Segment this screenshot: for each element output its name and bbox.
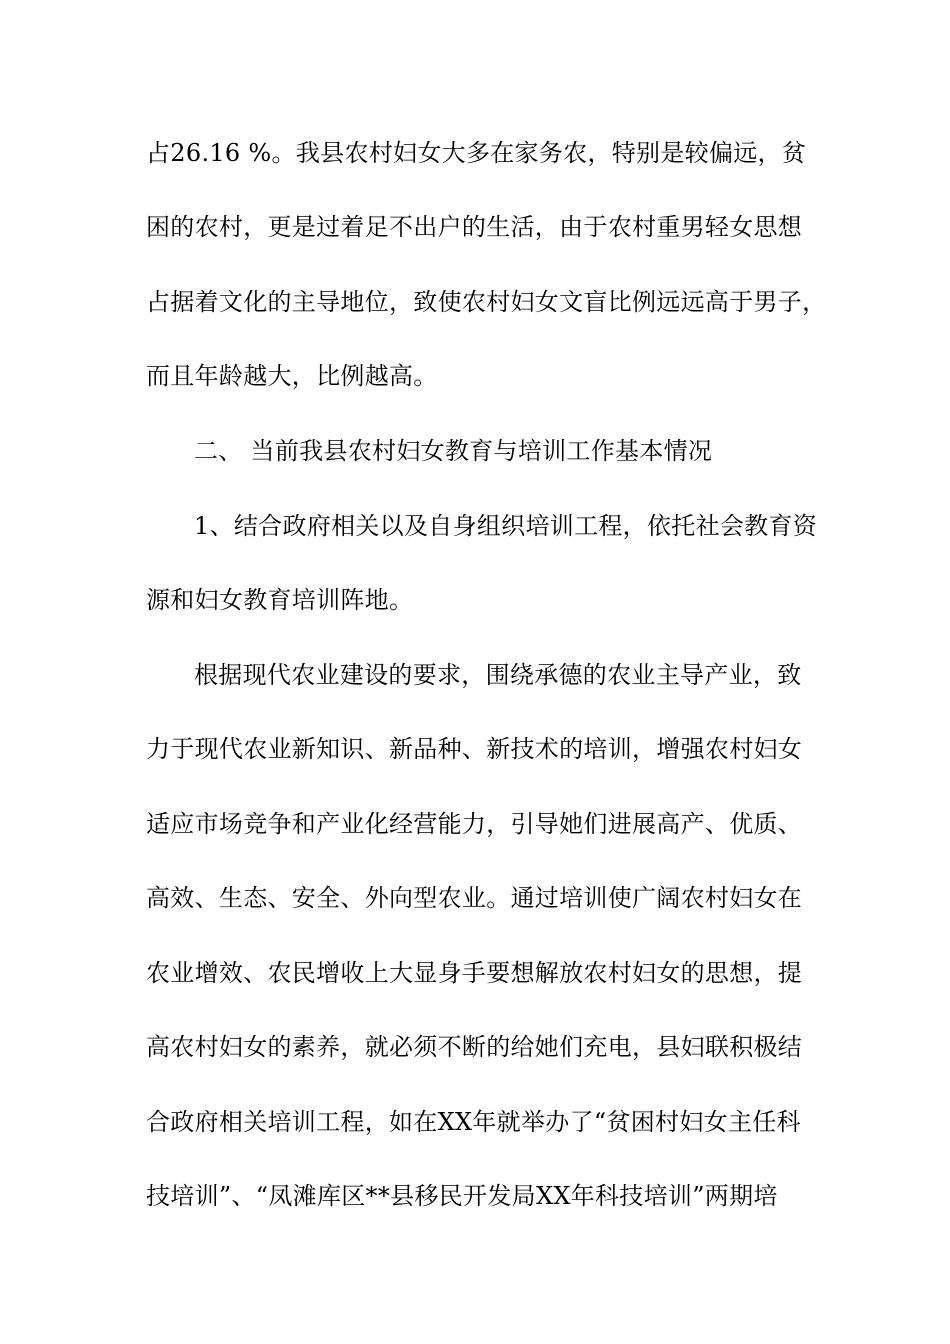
text-line-14: 合政府相关培训工程，如在XX年就举办了“贫困村妇女主任科 [146, 1108, 801, 1136]
paragraph-start: 根据现代农业建设的要求，围绕承德的农业主导产业，致 [194, 661, 802, 689]
text-line-4: 而且年龄越大，比例越高。 [146, 362, 438, 390]
section-heading: 二、 当前我县农村妇女教育与培训工作基本情况 [194, 437, 713, 465]
text-line-7: 源和妇女教育培训阵地。 [146, 586, 414, 614]
text-line-9: 力于现代农业新知识、新品种、新技术的培训，增强农村妇女 [146, 735, 803, 763]
text-line-11: 高效、生态、安全、外向型农业。通过培训使广阔农村妇女在 [146, 884, 803, 912]
text-line-15: 技培训”、“凤滩库区**县移民开发局XX年科技培训”两期培 [146, 1182, 778, 1210]
text-line-10: 适应市场竞争和产业化经营能力，引导她们进展高产、优质、 [146, 810, 803, 838]
text-line-13: 高农村妇女的素养，就必须不断的给她们充电，县妇联积极结 [146, 1033, 803, 1061]
subsection-heading: 1、结合政府相关以及自身组织培训工程，依托社会教育资 [194, 512, 818, 540]
text-line-1: 占26.16 %。我县农村妇女大多在家务农，特别是较偏远，贫 [146, 139, 807, 167]
text-line-12: 农业增效、农民增收上大显身手要想解放农村妇女的思想，提 [146, 959, 803, 987]
text-line-2: 困的农村，更是过着足不出户的生活，由于农村重男轻女思想 [146, 213, 803, 241]
text-line-3: 占据着文化的主导地位，致使农村妇女文盲比例远远高于男子， [146, 288, 827, 316]
